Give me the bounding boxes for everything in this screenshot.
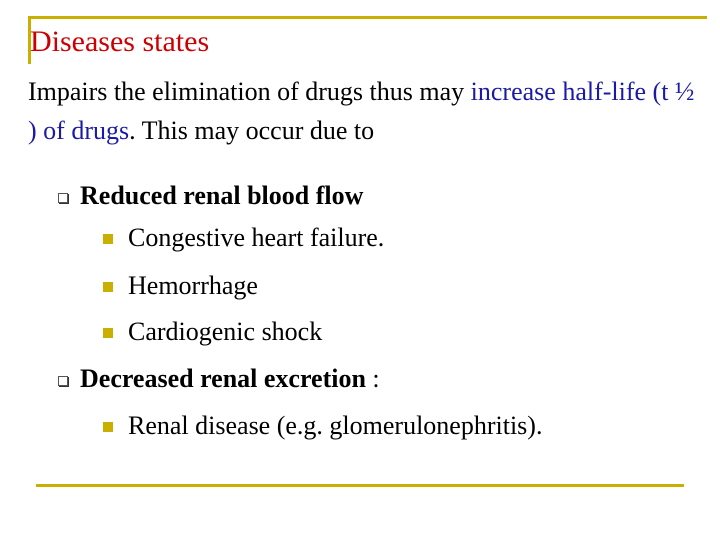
sub-bullet-label: Congestive heart failure. (128, 223, 385, 252)
filled-square-bullet-icon (103, 234, 113, 244)
square-bullet-icon (58, 376, 68, 386)
bullet-label: Reduced renal blood flow (80, 181, 364, 210)
intro-text-end: . This may occur due to (129, 116, 375, 145)
intro-highlight: increase half-life (t ½ ) of drugs (28, 77, 695, 145)
bullet-suffix: : (365, 364, 380, 393)
intro-text: Impairs the elimination of drugs thus may (28, 77, 471, 106)
slide-title: Diseases states (30, 25, 210, 58)
sub-bullet-label: Hemorrhage (128, 271, 258, 300)
sub-bullet-label: Cardiogenic shock (128, 317, 323, 346)
bullet-label: Decreased renal excretion (80, 364, 366, 393)
intro-paragraph (28, 72, 708, 150)
filled-square-bullet-icon (103, 328, 113, 338)
sub-bullet-label: Renal disease (e.g. glomerulonephritis). (128, 411, 543, 440)
filled-square-bullet-icon (103, 422, 113, 432)
filled-square-bullet-icon (103, 282, 113, 292)
top-rule (30, 16, 707, 19)
square-bullet-icon (58, 193, 68, 203)
bottom-rule (36, 484, 684, 487)
